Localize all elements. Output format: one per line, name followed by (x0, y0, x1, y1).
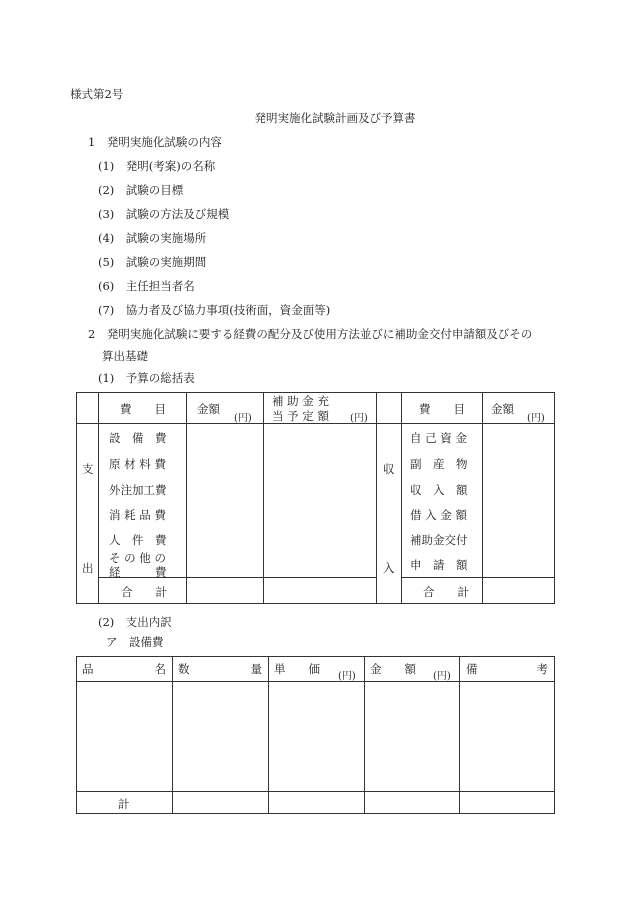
yen-unit: (円) (338, 671, 356, 682)
income-item: 申 請 額 (410, 558, 468, 572)
yen-unit: (円) (350, 413, 368, 424)
expense-item: 設 備 費 (109, 431, 167, 445)
side-label-expense: 支 (82, 462, 94, 476)
section2-sub2: (2) 支出内訳 (98, 615, 172, 629)
expense-item: 原 材 料 費 (109, 457, 166, 471)
page-title: 発明実施化試験計画及び予算書 (254, 111, 416, 125)
section1-item: (6) 主任担当者名 (98, 279, 195, 293)
income-item: 自 己 資 金 (410, 431, 467, 445)
income-expense-header: 費 目 (419, 402, 465, 416)
expense-item: 外注加工費 (109, 483, 167, 497)
equipment-header-unit-price: 単 価 (274, 662, 320, 676)
side-label-income: 収 (383, 462, 395, 476)
section1-item: (4) 試験の実施場所 (98, 231, 207, 245)
expense-item: 消 耗 品 費 (109, 508, 166, 522)
income-total: 合 計 (423, 585, 469, 599)
side-label-income: 入 (383, 561, 395, 575)
expense-header: 費 目 (120, 402, 166, 416)
expense-item-other: そ の 他 の (109, 551, 166, 565)
equipment-header-remarks: 備 考 (466, 662, 548, 676)
side-label-expense: 出 (82, 561, 94, 575)
subsidy-header-line2: 当 予 定 額 (272, 409, 329, 423)
section1-item: (5) 試験の実施期間 (98, 255, 207, 269)
equipment-header-item: 品 名 (82, 662, 166, 676)
equipment-header-amount: 金 額 (370, 662, 416, 676)
yen-unit: (円) (433, 671, 451, 682)
section1-heading: 1 発明実施化試験の内容 (88, 135, 222, 149)
section1-item: (7) 協力者及び協力事項(技術面，資金面等) (98, 303, 331, 317)
income-item: 副 産 物 (410, 457, 468, 471)
section1-item: (3) 試験の方法及び規模 (98, 207, 230, 221)
section2-sub2a: ア 設備費 (106, 635, 164, 649)
income-item: 補助金交付 (410, 533, 468, 547)
section1-item: (1) 発明(考案)の名称 (98, 159, 216, 173)
section2-heading-cont: 算出基礎 (102, 349, 148, 363)
section1-item: (2) 試験の目標 (98, 183, 184, 197)
amount-header: 金額 (197, 402, 220, 416)
income-item: 収 入 額 (410, 483, 468, 497)
section2-sub1: (1) 予算の総括表 (98, 371, 195, 385)
equipment-total: 計 (118, 797, 130, 811)
section2-heading: 2 発明実施化試験に要する経費の配分及び使用方法並びに補助金交付申請額及びその (88, 327, 533, 341)
expense-total: 合 計 (121, 585, 167, 599)
equipment-header-quantity: 数 量 (178, 662, 262, 676)
expense-item-other-cont: 経 費 (109, 565, 167, 579)
income-item: 借 入 金 額 (410, 508, 467, 522)
form-number: 様式第2号 (70, 87, 124, 101)
subsidy-header: 補 助 金 充 (272, 394, 329, 408)
expense-item: 人 件 費 (109, 533, 167, 547)
yen-unit: (円) (234, 413, 252, 424)
income-amount-header: 金額 (491, 402, 514, 416)
yen-unit: (円) (527, 413, 545, 424)
